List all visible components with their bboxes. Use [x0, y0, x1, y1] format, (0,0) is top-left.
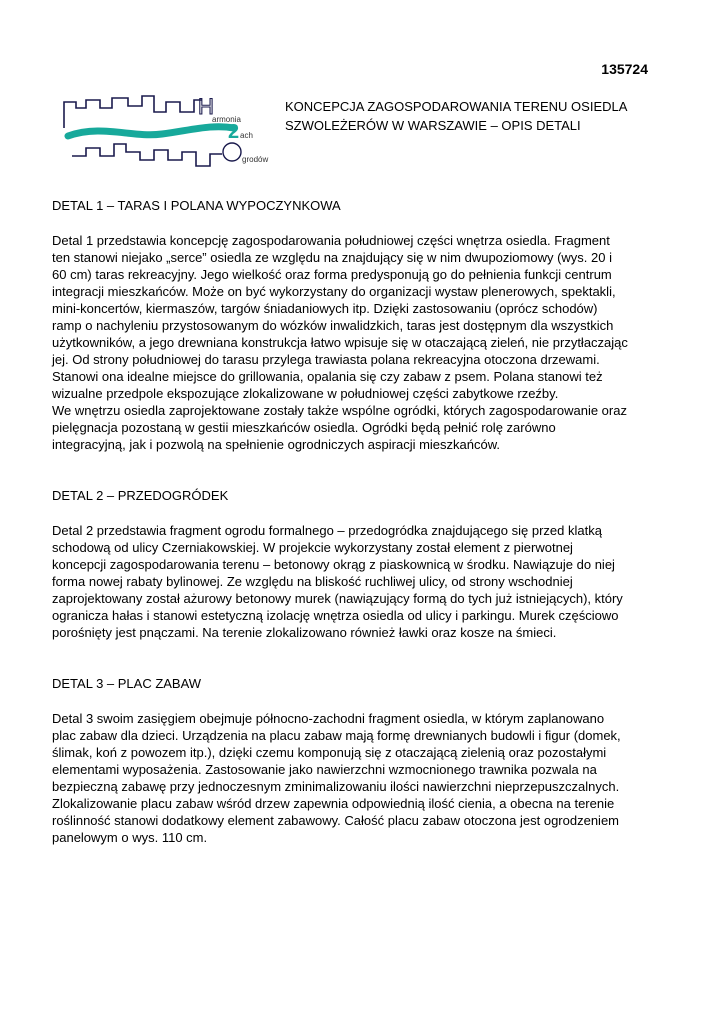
harmonia-logo: [62, 94, 284, 176]
section-heading: DETAL 2 – PRZEDOGRÓDEK: [52, 488, 229, 503]
svg-text:armonia: armonia: [212, 115, 241, 124]
logo-bottom-outline: [72, 144, 222, 166]
svg-text:ach: ach: [240, 131, 253, 140]
svg-text:grodów: grodów: [242, 155, 269, 164]
section-heading: DETAL 1 – TARAS I POLANA WYPOCZYNKOWA: [52, 198, 341, 213]
section-detal-2: [52, 487, 682, 641]
section-detal-3: [52, 675, 682, 846]
section-heading: DETAL 3 – PLAC ZABAW: [52, 676, 202, 691]
document-number: 135724: [601, 61, 648, 77]
section-paragraph: Detal 1 przedstawia koncepcję zagospodarowania południowej części wnętrza osiedla. Fragment ten stanowi niejako „serce” osiedla ze względu na znajdujący się w nim dwupoziomowy (wys. 20 i 60 cm) taras rekreacyjny. Jego wielkość oraz forma predysponują go do pełnienia funkcji centrum integracji mieszkańców. Może on być wykorzystany do organizacji wystaw plenerowych, spektakli, mini-koncertów, kiermaszów, targów śniadaniowych itp. Dzięki zastosowaniu (oprócz schodów) ramp o nachyleniu przystosowanym do wózków inwalidzkich, taras jest dostępnym dla wszystkich użytkowników, a jego drewniana konstrukcja łatwo wpisuje się w otaczającą zieleń, nie przytłaczając jej. Od strony południowej do tarasu przylega trawiasta polana rekreacyjna otoczona drzewami. Stanowi ona idealne miejsce do grillowania, opalania się czy zabaw z psem. Polana stanowi też wizualne przedpole ekspozujące zlokalizowane w południowej części zabytkowe rzeźby. We wnętrzu osiedla zaprojektowane zostały także wspólne ogródki, których zagospodarowanie oraz pielęgnacja pozostaną w gestii mieszkańców osiedla. Ogródki będą pełnić rolę zarówno integracyjną, jak i pozwolą na spełnienie ogrodniczych aspiracji mieszkańców.: [52, 233, 628, 452]
svg-text:H: H: [198, 94, 214, 119]
logo-wave: [68, 127, 234, 136]
section-paragraph: Detal 2 przedstawia fragment ogrodu formalnego – przedogródka znajdującego się przed klatką schodową od ulicy Czerniakowskiej. W projekcie wykorzystany został element z pierwotnej koncepcji zagospodarowania terenu – betonowy okrąg z piaskownicą w środku. Nawiązuje do niej forma nowej rabaty bylinowej. Ze względu na bliskość ruchliwej ulicy, od strony wschodniej zaprojektowany został ażurowy betonowy murek (nawiązujący formą do tych już istniejących), który ogranicza hałas i stanowi estetyczną izolację wnętrza osiedla od ulicy i parkingu. Murek częściowo porośnięty jest pnączami. Na terenie zlokalizowano również ławki oraz kosze na śmieci.: [52, 523, 623, 640]
document-body: [52, 197, 682, 863]
section-paragraph: Detal 3 swoim zasięgiem obejmuje północno-zachodni fragment osiedla, w którym zaplanowano plac zabaw dla dzieci. Urządzenia na placu zabaw mają formę drewnianych budowli i figur (domek, ślimak, koń z powozem itp.), dzięki czemu komponują się z otaczającą zielenią oraz pozostałymi elementami wyposażenia. Zastosowanie jako nawierzchni wzmocnionego trawnika pozwala na bezpieczną zabawę przy jednoczesnym zminimalizowaniu ilości nawierzchni nieprzepuszczalnych. Zlokalizowanie placu zabaw wśród drzew zapewnia odpowiednią ilość cienia, a obecna na terenie roślinność stanowi dodatkowy element zabawowy. Całość placu zabaw otoczona jest ogrodzeniem panelowym o wys. 110 cm.: [52, 711, 621, 845]
section-detal-1: [52, 197, 682, 453]
document-title: [285, 97, 665, 135]
svg-text:2: 2: [228, 121, 240, 143]
document-title-text: KONCEPCJA ZAGOSPODAROWANIA TERENU OSIEDLA SZWOLEŻERÓW W WARSZAWIE – OPIS DETALI: [285, 99, 628, 133]
logo-top-outline: [64, 96, 202, 128]
